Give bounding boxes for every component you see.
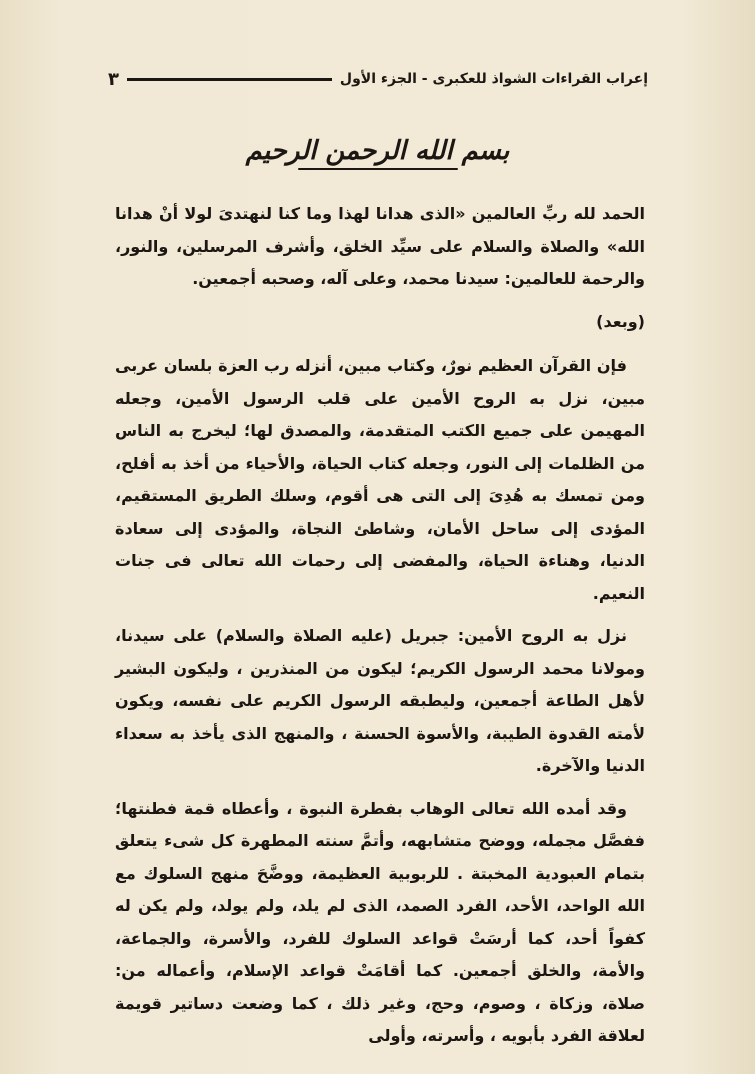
basmala-text: بسم الله الرحمن الرحيم <box>245 136 510 166</box>
paragraph-revelation: نزل به الروح الأمين: جبريل (عليه الصلاة والسلام) على سيدنا، ومولانا محمد الرسول الكريم؛ ليكون من المنذرين ، وليكون البشير لأهل الطاعة أجمعين، وليطبقه الرسول الكريم على نفسه، ويكون لأمته القدوة الطيبة، والأسوة الحسنة ، والمنهج الذى يأخذ به سعداء الدنيا والآخرة. <box>115 626 645 775</box>
basmala-calligraphy <box>0 136 755 170</box>
main-text <box>115 198 645 1063</box>
page-number: ٣ <box>108 68 119 90</box>
paragraph-wa-bad: (وبعد) <box>596 311 645 331</box>
basmala-flourish <box>298 168 458 170</box>
running-header <box>108 68 648 90</box>
bleed-through-text: ‏ ‏ <box>380 118 385 136</box>
header-title: إعراب القراءات الشواذ للعكبرى - الجزء الأول <box>339 71 648 87</box>
paragraph-opening: الحمد لله ربِّ العالمين «الذى هدانا لهذا وما كنا لنهتدىَ لولا أنْ هدانا الله» والصلاة والسلام على سيِّد الخلق، وأشرف المرسلين، والنور، والرحمة للعالمين: سيدنا محمد، وعلى آله، وصحبه أجمعين. <box>115 204 645 288</box>
paragraph-quran: فإن القرآن العظيم نورٌ، وكتاب مبين، أنزله رب العزة بلسان عربى مبين، نزل به الروح الأمين على قلب الرسول الأمين، وجعله المهيمن على جميع الكتب المتقدمة، والمصدق لها؛ ليخرج به الناس من الظلمات إلى النور، وجعله كتاب الحياة، والأحياء من أخذ به أفلح، ومن تمسك به هُدِىَ إلى التى هى أقوم، وسلك الطريق المستقيم، المؤدى إلى ساحل الأمان، وشاطئ النجاة، والمؤدى إلى سعادة الدنيا، وهناءة الحياة، والمفضى إلى رحمات الله تعالى فى جنات النعيم. <box>115 356 645 603</box>
paragraph-prophethood: وقد أمده الله تعالى الوهاب بفطرة النبوة ، وأعطاه قمة فطنتها؛ ففصَّل مجمله، ووضح متشابهه، وأتمَّ سنته المطهرة كل شىء يتعلق بتمام العبودية المخبتة . للربوبية العظيمة، ووضَّحَ منهج السلوك مع الله الواحد، الأحد، الفرد الصمد، الذى لم يلد، ولم يولد، ولم يكن له كفواً أحد، كما أرسَتْ قواعد السلوك للفرد، والأسرة، والجماعة، والأمة، والخلق أجمعين. كما أقامَتْ قواعد الإسلام، وأعماله من: صلاة، وزكاة ، وصوم، وحج، وغير ذلك ، كما وضعت دساتير قويمة لعلاقة الفرد بأبويه ، وأسرته، وأولى <box>115 798 645 1045</box>
header-rule <box>127 78 332 81</box>
